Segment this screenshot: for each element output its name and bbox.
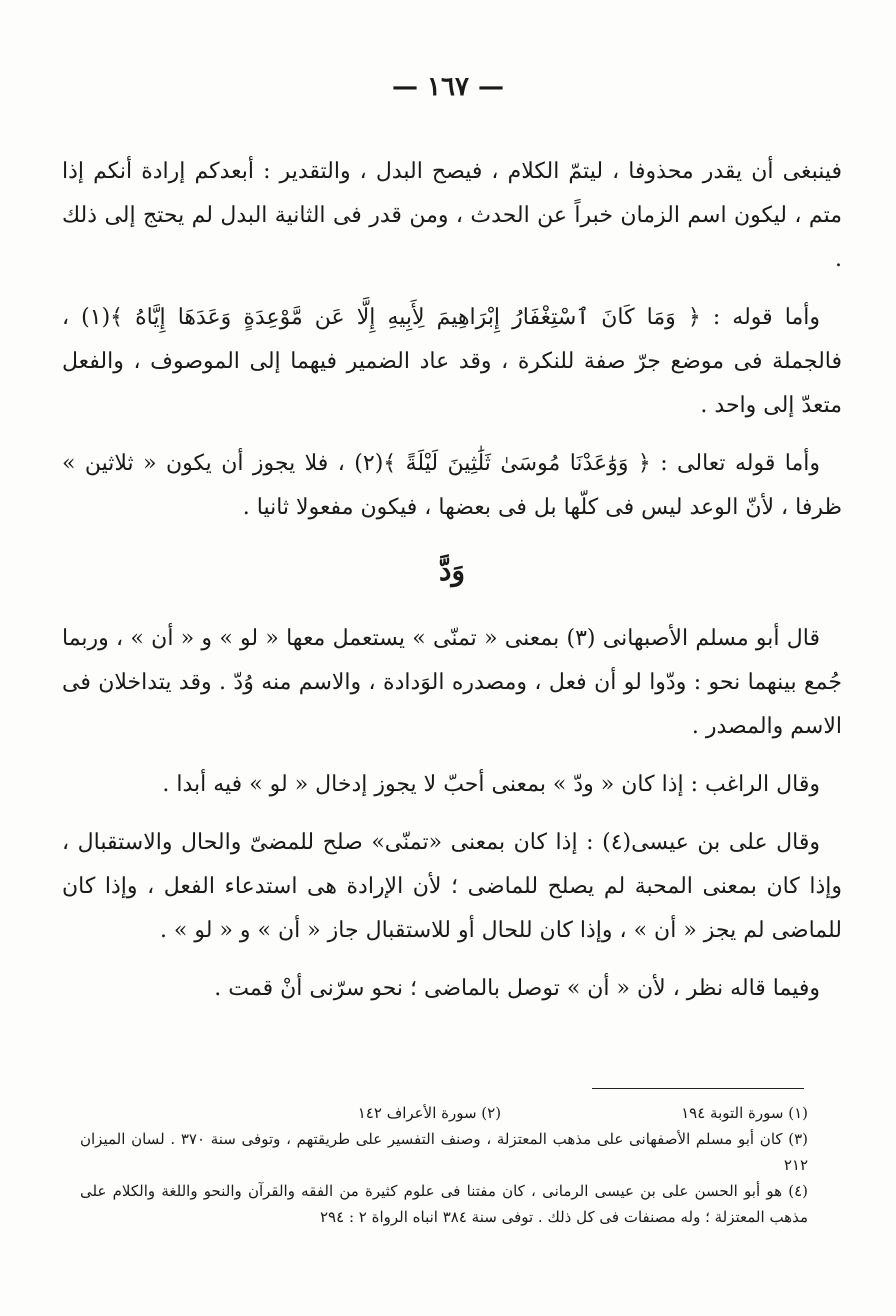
section-paragraph-4: وفيما قاله نظر ، لأن « أن » توصل بالماضى ؛ نحو سرّنى أنْ قمت . [214,976,820,1001]
section-paragraph-3: وقال على بن عيسى(٤) : إذا كان بمعنى «تمنّى» صلح للمضىّ والحال والاستقبال ، وإذا كان بمعنى المحبة لم يصلح للماضى ؛ لأن الإرادة هى استدعاء الفعل ، وإذا كان للماضى لم يجز « أن » ، وإذا كان للحال أو للاستقبال جاز « أن » و « لو » . [62,830,842,943]
footnote-2: (٢) سورة الأعراف ١٤٢ [357,1104,502,1122]
main-text [62,150,842,1025]
section-paragraph-1: قال أبو مسلم الأصبهانى (٣) بمعنى « تمنّى » يستعمل معها « لو » و « أن » ، وربما جُمع بينهما نحو : ودّوا لو أن فعل ، ومصدره الوَدادة ، والاسم منه وُدّ . وقد يتداخلان فى الاسم والمصدر . [62,626,842,739]
section-heading: وَدَّ [439,554,465,587]
paragraph-1: فينبغى أن يقدر محذوفا ، ليتمّ الكلام ، فيصح البدل ، والتقدير : أبعدكم إرادة أنكم إذا متم ، ليكون اسم الزمان خبراً عن الحدث ، ومن قدر فى الثانية البدل لم يحتج إلى ذلك . [62,159,842,272]
footnote-3: (٣) كان أبو مسلم الأصفهانى على مذهب المعتزلة ، وصنف التفسير على طريقتهم ، وتوفى سنة ٣٧٠ . لسان الميزان ٢١٢ [80,1130,809,1174]
paragraph-2: وأما قوله : ﴿ وَمَا كَانَ ٱسْتِغْفَارُ إِبْرَاهِيمَ لِأَبِيهِ إِلَّا عَن مَّوْعِدَةٍ وَعَدَهَا إِيَّاهُ ﴾(١) ، فالجملة فى موضع جرّ صفة للنكرة ، وقد عاد الضمير فيهما إلى الموصوف ، والفعل متعدّ إلى واحد . [62,305,842,418]
footnote-divider [592,1088,804,1089]
footnote-1: (١) سورة التوبة ١٩٤ [681,1104,808,1122]
paragraph-3: وأما قوله تعالى : ﴿ وَوَٰعَدْنَا مُوسَىٰ ثَلَٰثِينَ لَيْلَةً ﴾(٢) ، فلا يجوز أن يكون « ثلاثين » ظرفا ، لأنّ الوعد ليس فى كلّها بل فى بعضها ، فيكون مفعولا ثانيا . [62,451,842,520]
section-paragraph-2: وقال الراغب : إذا كان « ودّ » بمعنى أحبّ لا يجوز إدخال « لو » فيه أبدا . [162,772,820,797]
footnotes [80,1100,808,1230]
footnote-row [80,1100,808,1126]
footnote-4: (٤) هو أبو الحسن على بن عيسى الرمانى ، كان مفتنا فى علوم كثيرة من الفقه والقرآن والنحو واللغة والكلام على مذهب المعتزلة ؛ وله مصنفات فى كل ذلك . توفى سنة ٣٨٤ انباه الرواة ٢ : ٢٩٤ [80,1182,808,1226]
page-number: — ١٦٧ — [391,72,505,102]
